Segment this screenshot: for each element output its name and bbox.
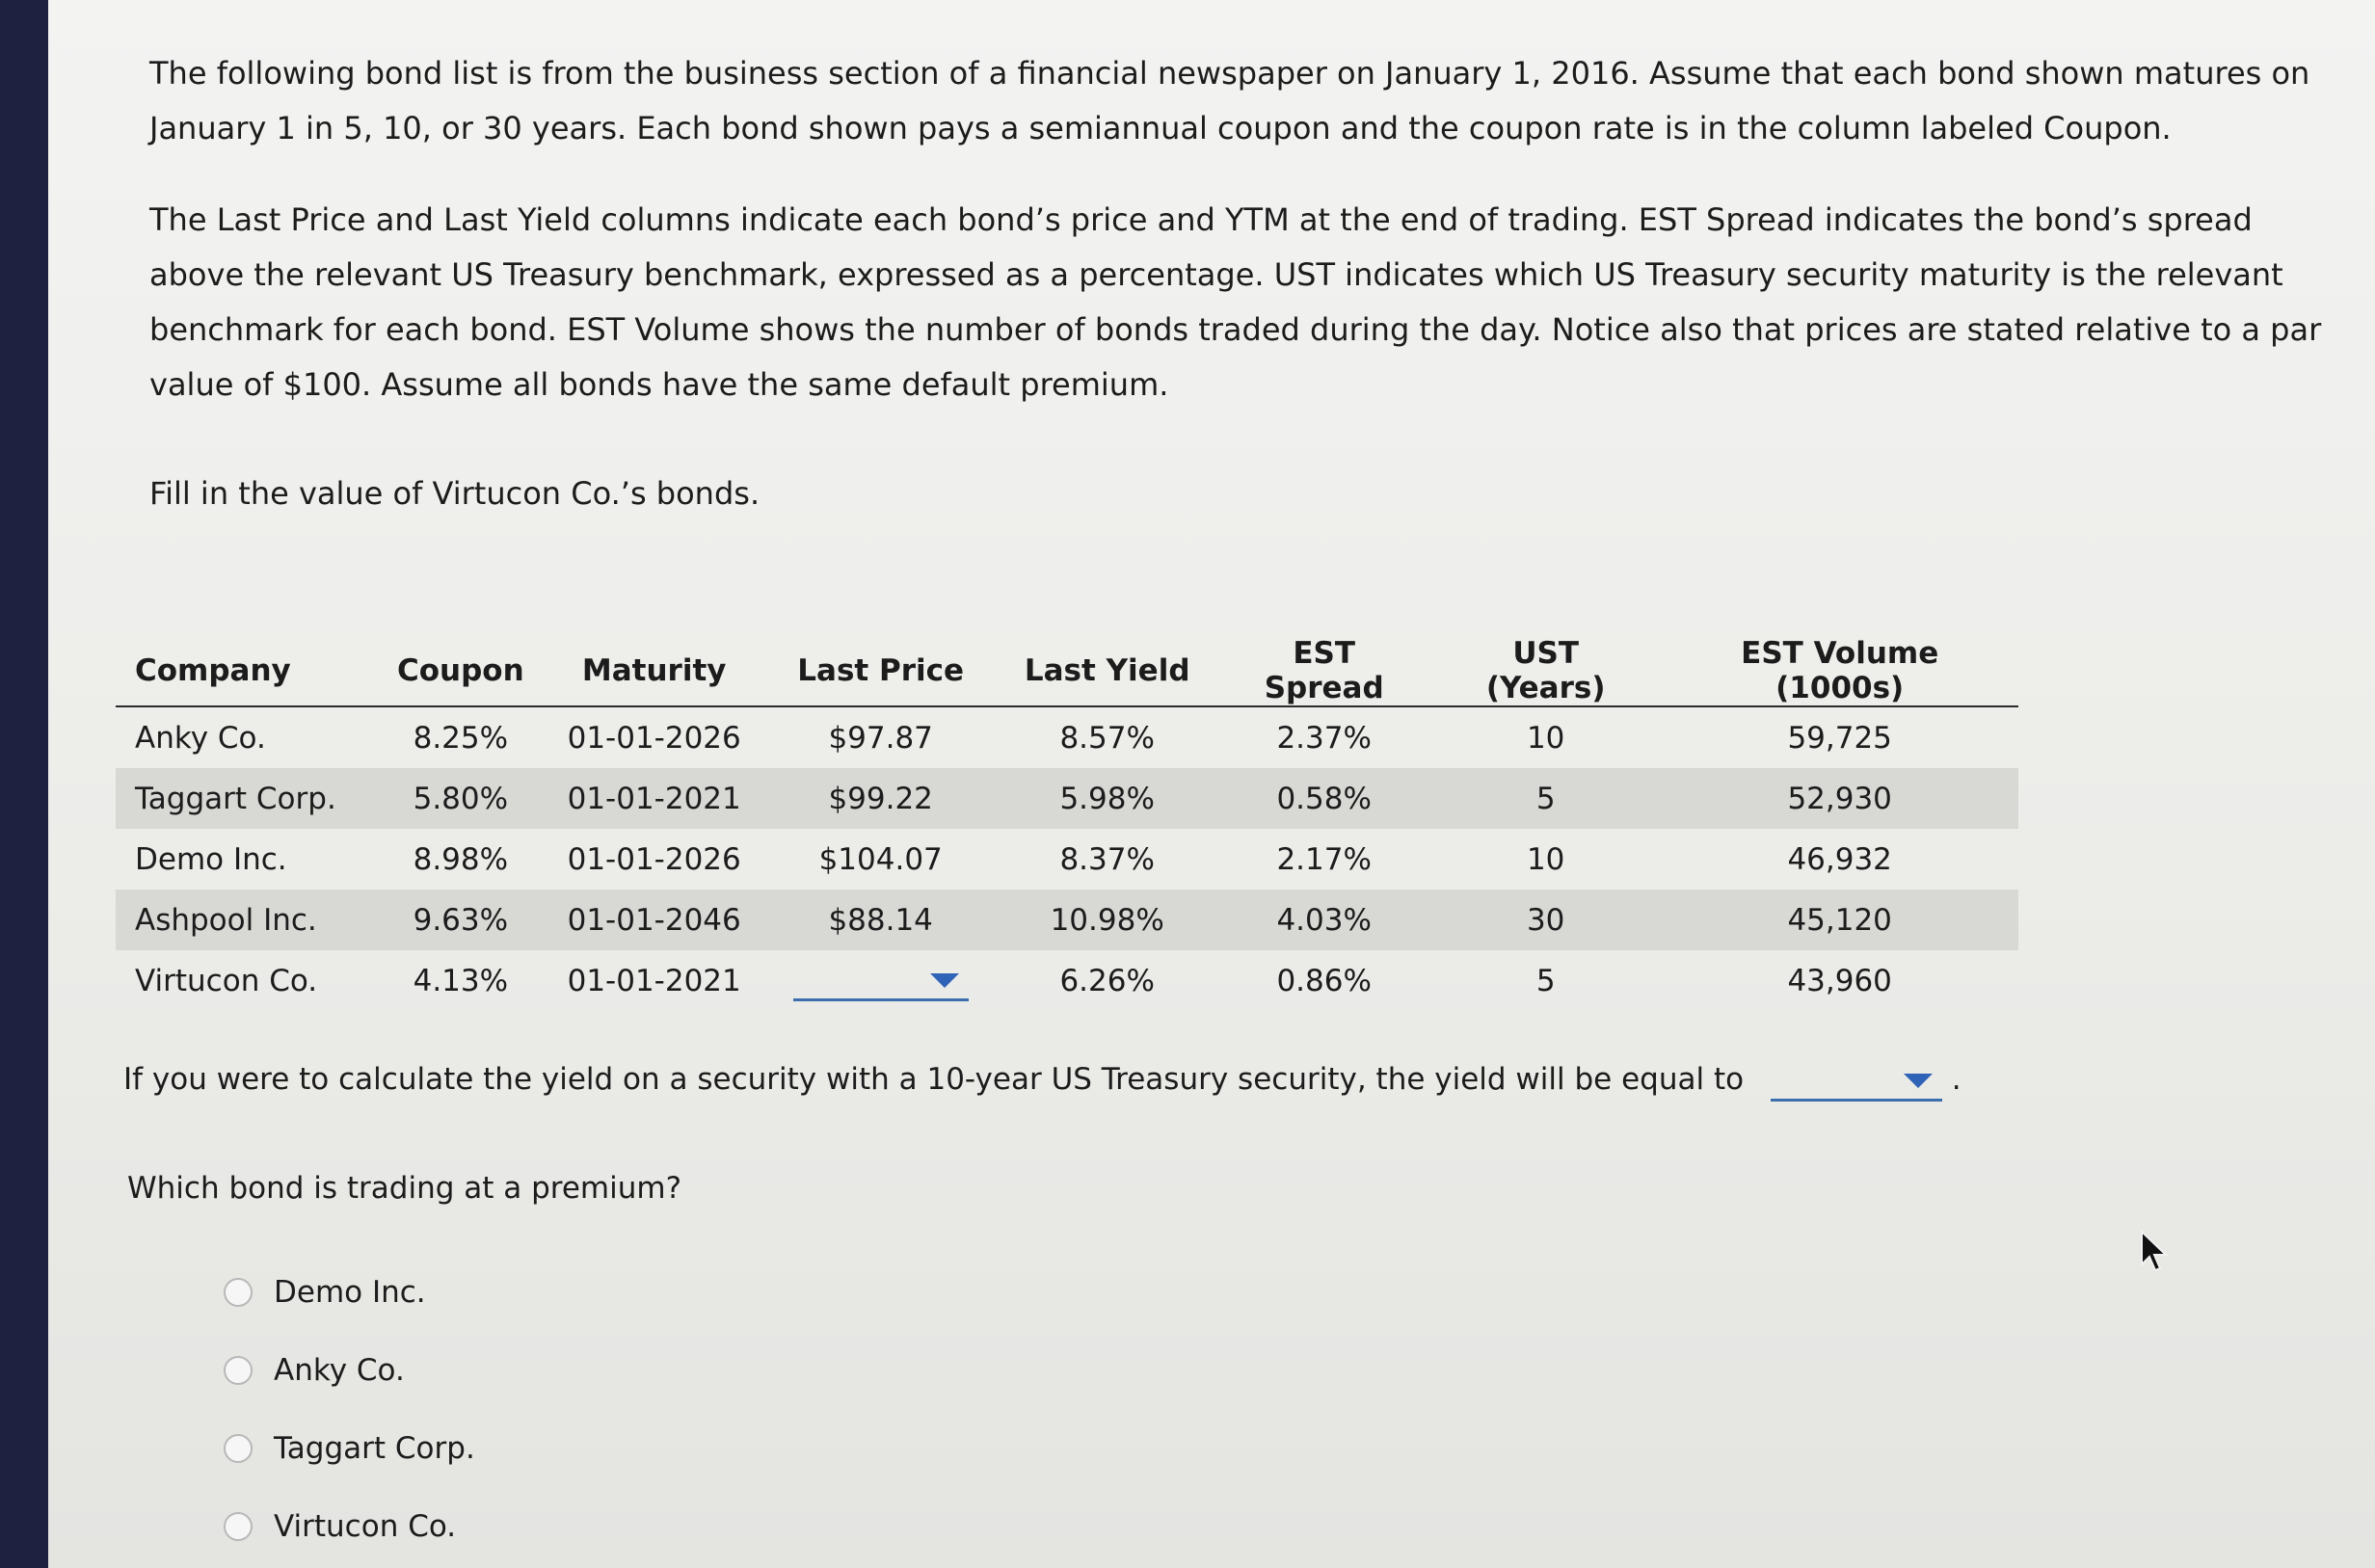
cell-yield: 8.57% — [1059, 720, 1155, 756]
yield-answer-dropdown[interactable] — [1771, 1060, 1942, 1102]
cell-company: Anky Co. — [135, 720, 266, 756]
dropdown-arrow-icon — [1904, 1074, 1933, 1088]
cell-ust: 5 — [1535, 963, 1556, 998]
cell-spread: 2.17% — [1276, 841, 1372, 877]
option-label: Taggart Corp. — [274, 1430, 475, 1466]
cell-spread: 4.03% — [1218, 890, 1430, 950]
cell-maturity: 01-01-2026 — [567, 720, 741, 756]
cell-spread: 0.86% — [1276, 963, 1372, 998]
cell-volume: 46,932 — [1787, 841, 1892, 877]
cell-maturity: 01-01-2021 — [567, 963, 741, 998]
table-row — [116, 706, 2018, 768]
option-taggart-corp[interactable] — [224, 1409, 475, 1487]
header-maturity: Maturity — [544, 636, 765, 706]
cell-price: $88.14 — [765, 890, 997, 950]
bond-table — [116, 636, 2018, 1011]
cell-ust: 10 — [1526, 841, 1565, 877]
cell-spread: 0.58% — [1218, 768, 1430, 829]
premium-question: Which bond is trading at a premium? — [127, 1171, 682, 1206]
cell-maturity: 01-01-2021 — [544, 768, 765, 829]
mouse-cursor-icon — [2138, 1230, 2171, 1274]
cell-spread: 2.37% — [1276, 720, 1372, 756]
radio-button[interactable] — [224, 1278, 253, 1307]
yield-question-period: . — [1951, 1062, 1961, 1097]
yield-question-text: If you were to calculate the yield on a security with a 10-year US Treasury security, the yield will be equal to — [123, 1062, 1745, 1097]
cell-yield: 5.98% — [997, 768, 1218, 829]
option-anky-co[interactable] — [224, 1331, 475, 1409]
dropdown-arrow-icon — [930, 973, 959, 988]
cell-ust: 30 — [1430, 890, 1662, 950]
intro-paragraph-2: The Last Price and Last Yield columns indicate each bond’s price and YTM at the end of trading. EST Spread indicates the bond’s spread above the relevant US Treasury benchmark, expressed as a percentage. UST indicates which US Treasury security maturity is the relevant benchmark for each bond. EST Volume shows the number of bonds traded during the day. Notice also that prices are stated relative to a par value of $100. Assume all bonds have the same default premium. — [149, 201, 2322, 403]
premium-options — [224, 1253, 475, 1565]
cell-company: Demo Inc. — [135, 841, 287, 877]
option-label: Demo Inc. — [274, 1274, 426, 1310]
cell-company: Virtucon Co. — [135, 963, 318, 998]
cell-volume: 45,120 — [1662, 890, 2018, 950]
cell-company: Ashpool Inc. — [116, 890, 378, 950]
header-est-volume: EST Volume (1000s) — [1662, 636, 2018, 706]
cell-volume: 43,960 — [1787, 963, 1892, 998]
cell-coupon: 9.63% — [378, 890, 544, 950]
table-row — [116, 829, 2018, 890]
cell-coupon: 8.98% — [413, 841, 509, 877]
cell-volume: 52,930 — [1662, 768, 2018, 829]
yield-question — [123, 1060, 1961, 1102]
option-virtucon-co[interactable] — [224, 1487, 475, 1565]
cell-yield: 6.26% — [1059, 963, 1155, 998]
intro-paragraph-1: The following bond list is from the business section of a financial newspaper on January 1, 2016. Assume that each bond shown matures on January 1 in 5, 10, or 30 years. Each bond shown pays a semiannual coupon and the coupon rate is in the column labeled Coupon. — [149, 55, 2310, 146]
cell-price: $99.22 — [765, 768, 997, 829]
cell-price: $104.07 — [818, 841, 943, 877]
header-company: Company — [116, 636, 378, 706]
radio-button[interactable] — [224, 1512, 253, 1541]
cell-maturity: 01-01-2026 — [567, 841, 741, 877]
cell-maturity: 01-01-2046 — [544, 890, 765, 950]
cell-coupon: 8.25% — [413, 720, 509, 756]
cell-yield: 8.37% — [1059, 841, 1155, 877]
cell-volume: 59,725 — [1787, 720, 1892, 756]
header-ust-years: UST (Years) — [1430, 636, 1662, 706]
option-label: Anky Co. — [274, 1352, 405, 1388]
option-label: Virtucon Co. — [274, 1508, 457, 1544]
cell-price: $97.87 — [828, 720, 933, 756]
virtucon-price-dropdown[interactable] — [793, 960, 969, 1001]
cell-coupon: 4.13% — [413, 963, 509, 998]
cell-ust: 5 — [1430, 768, 1662, 829]
header-est-spread: EST Spread — [1218, 636, 1430, 706]
cell-ust: 10 — [1526, 720, 1565, 756]
instruction-text: Fill in the value of Virtucon Co.’s bonds. — [149, 475, 761, 512]
cell-company: Taggart Corp. — [116, 768, 378, 829]
cell-yield: 10.98% — [997, 890, 1218, 950]
cell-coupon: 5.80% — [378, 768, 544, 829]
table-row — [116, 950, 2018, 1011]
header-coupon: Coupon — [378, 636, 544, 706]
header-last-yield: Last Yield — [997, 636, 1218, 706]
header-last-price: Last Price — [765, 636, 997, 706]
option-demo-inc[interactable] — [224, 1253, 475, 1331]
table-row — [116, 890, 2018, 950]
table-row — [116, 768, 2018, 829]
radio-button[interactable] — [224, 1356, 253, 1385]
radio-button[interactable] — [224, 1434, 253, 1463]
table-header-row — [116, 636, 2018, 706]
cell-price — [765, 950, 997, 1011]
